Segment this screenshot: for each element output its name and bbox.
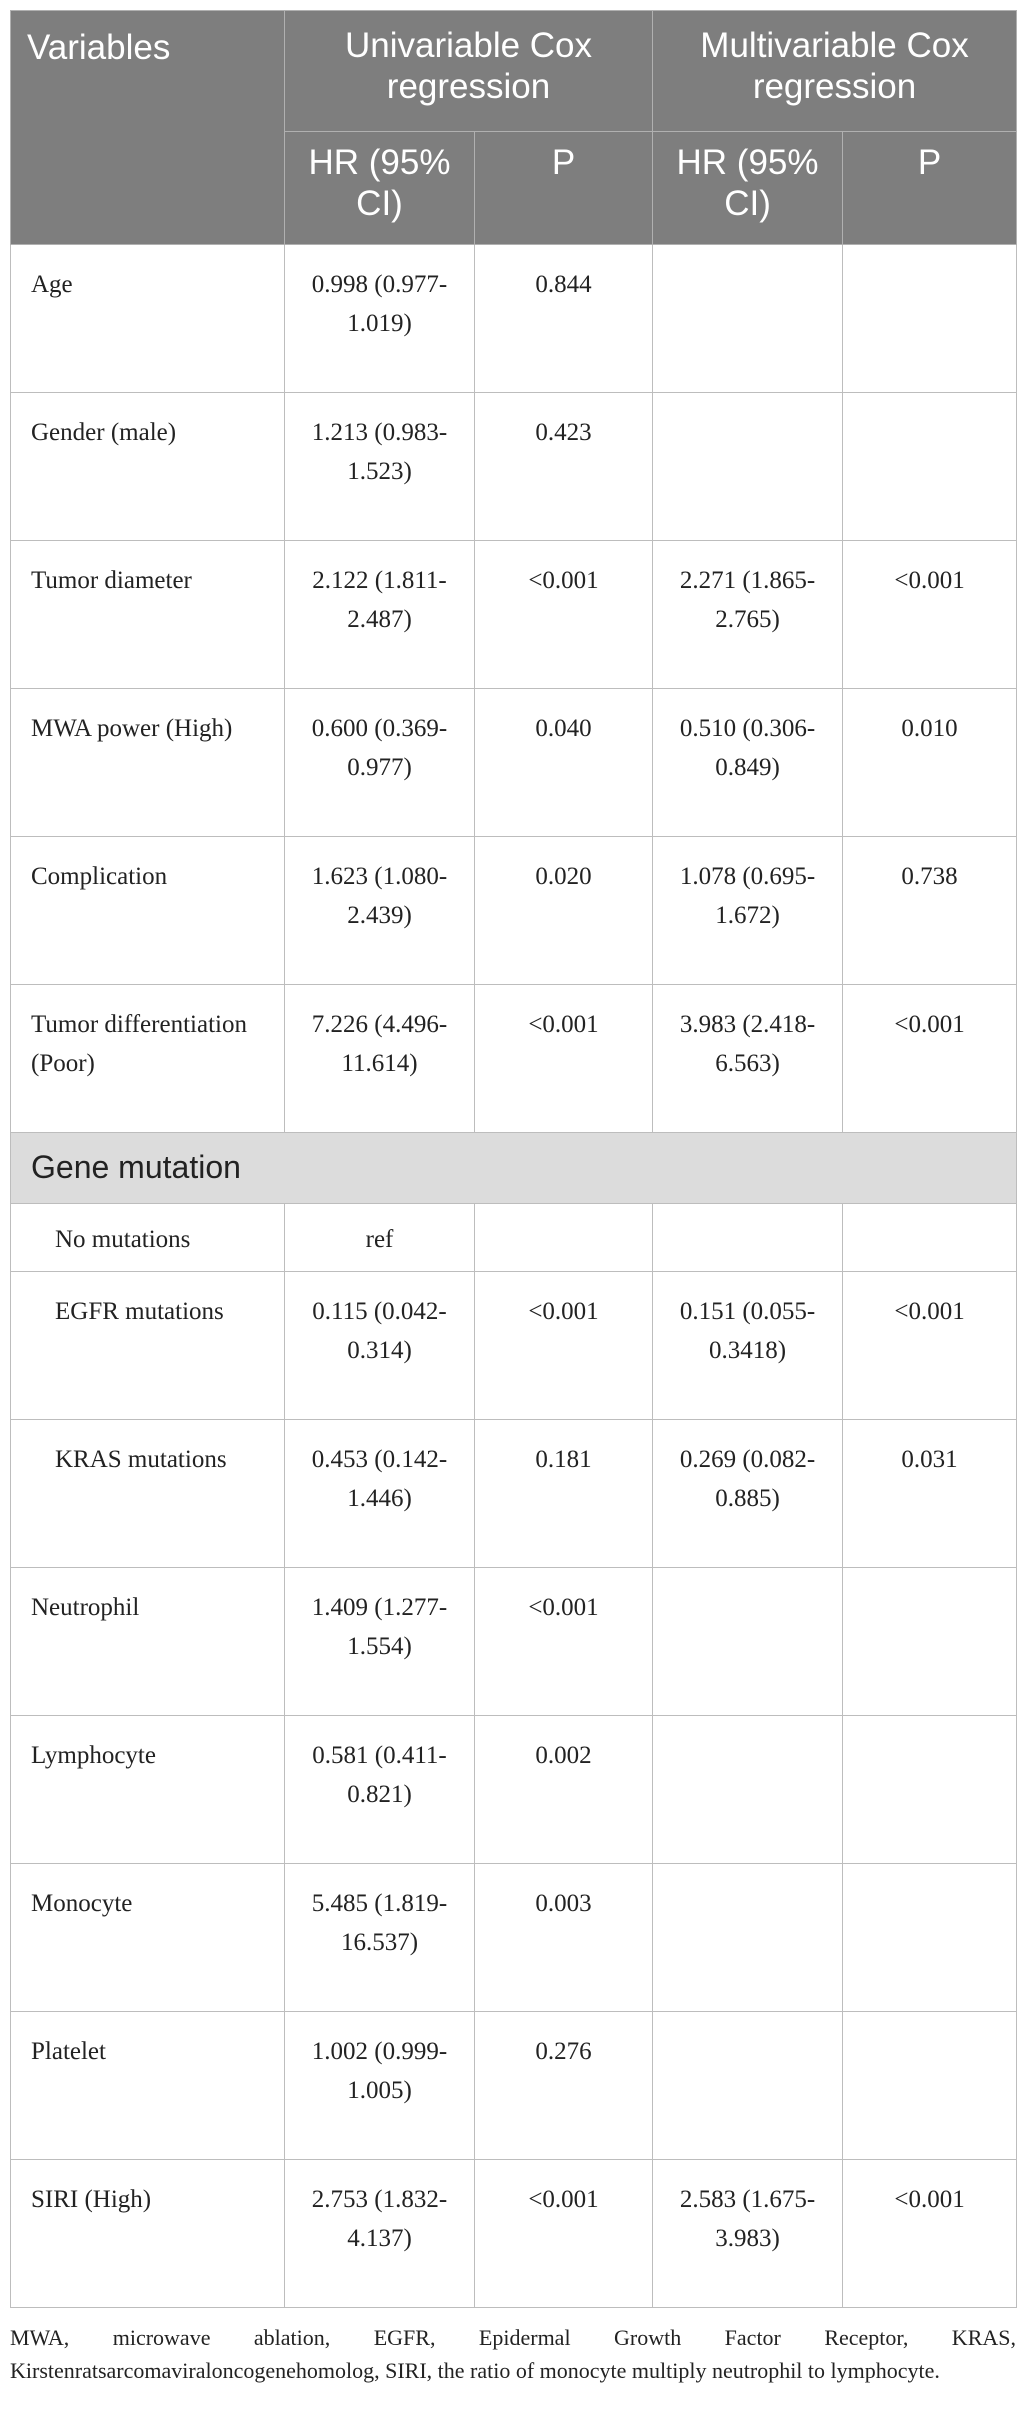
cell-variable: Monocyte	[11, 1864, 285, 2012]
cell-uni-hr: 0.115 (0.042-0.314)	[285, 1272, 475, 1420]
cell-uni-hr: 0.453 (0.142-1.446)	[285, 1420, 475, 1568]
cell-multi-p	[843, 1568, 1017, 1716]
cell-uni-p: <0.001	[475, 541, 653, 689]
table-row	[11, 985, 1017, 1133]
table-row	[11, 837, 1017, 985]
cell-multi-hr: 2.583 (1.675-3.983)	[653, 2160, 843, 2308]
cell-multi-hr	[653, 1204, 843, 1272]
header-univariable: Univariable Cox regression	[285, 11, 653, 132]
cell-uni-p: <0.001	[475, 1272, 653, 1420]
cell-uni-hr: 0.998 (0.977-1.019)	[285, 245, 475, 393]
cell-multi-hr	[653, 245, 843, 393]
cell-multi-p	[843, 1204, 1017, 1272]
cell-uni-hr: 0.600 (0.369-0.977)	[285, 689, 475, 837]
cell-uni-hr: 0.581 (0.411-0.821)	[285, 1716, 475, 1864]
cell-uni-hr: ref	[285, 1204, 475, 1272]
cell-uni-p: 0.020	[475, 837, 653, 985]
cell-uni-hr: 2.753 (1.832-4.137)	[285, 2160, 475, 2308]
cell-multi-hr: 0.510 (0.306-0.849)	[653, 689, 843, 837]
cell-uni-p: 0.423	[475, 393, 653, 541]
cell-multi-hr	[653, 1716, 843, 1864]
table-row	[11, 1420, 1017, 1568]
cell-multi-p	[843, 1716, 1017, 1864]
cell-multi-hr: 2.271 (1.865-2.765)	[653, 541, 843, 689]
cell-uni-p: 0.002	[475, 1716, 653, 1864]
cell-multi-hr	[653, 1568, 843, 1716]
table-row	[11, 1204, 1017, 1272]
cell-multi-p	[843, 393, 1017, 541]
cell-multi-p: 0.031	[843, 1420, 1017, 1568]
cell-uni-hr: 1.002 (0.999-1.005)	[285, 2012, 475, 2160]
cell-multi-p: <0.001	[843, 985, 1017, 1133]
table-row	[11, 541, 1017, 689]
cell-uni-hr: 1.623 (1.080-2.439)	[285, 837, 475, 985]
cell-variable: KRAS mutations	[11, 1420, 285, 1568]
cell-variable: Age	[11, 245, 285, 393]
cell-multi-p: 0.010	[843, 689, 1017, 837]
cell-multi-p	[843, 1864, 1017, 2012]
header-variables: Variables	[11, 11, 285, 245]
cell-multi-hr: 3.983 (2.418-6.563)	[653, 985, 843, 1133]
cell-multi-hr	[653, 393, 843, 541]
table-row	[11, 1568, 1017, 1716]
section-label: Gene mutation	[11, 1133, 1017, 1204]
cell-variable: Lymphocyte	[11, 1716, 285, 1864]
cell-multi-hr	[653, 1864, 843, 2012]
table-footnote: MWA, microwave ablation, EGFR, Epidermal Growth Factor Receptor, KRAS, Kirstenratsarcomaviraloncogenehomolog, SIRI, the ratio of monocyte multiply neutrophil to lymphocyte.	[10, 2325, 1016, 2383]
cell-multi-hr: 0.151 (0.055-0.3418)	[653, 1272, 843, 1420]
cell-uni-hr: 1.213 (0.983-1.523)	[285, 393, 475, 541]
table-row	[11, 2160, 1017, 2308]
table-row	[11, 245, 1017, 393]
section-row-gene-mutation	[11, 1133, 1017, 1204]
header-row-top	[11, 11, 1017, 132]
cell-uni-hr: 7.226 (4.496-11.614)	[285, 985, 475, 1133]
cell-uni-p: 0.844	[475, 245, 653, 393]
cell-variable: Tumor diameter	[11, 541, 285, 689]
cell-multi-p: <0.001	[843, 2160, 1017, 2308]
header-uni-hr: HR (95% CI)	[285, 132, 475, 245]
cell-uni-p	[475, 1204, 653, 1272]
cell-multi-p	[843, 245, 1017, 393]
header-multi-hr: HR (95% CI)	[653, 132, 843, 245]
cell-uni-p: 0.040	[475, 689, 653, 837]
table-row	[11, 1272, 1017, 1420]
table-row	[11, 1716, 1017, 1864]
cell-multi-p: <0.001	[843, 541, 1017, 689]
cell-variable: SIRI (High)	[11, 2160, 285, 2308]
cell-uni-hr: 5.485 (1.819-16.537)	[285, 1864, 475, 2012]
cell-multi-hr: 1.078 (0.695-1.672)	[653, 837, 843, 985]
header-uni-p: P	[475, 132, 653, 245]
cell-uni-hr: 1.409 (1.277-1.554)	[285, 1568, 475, 1716]
table-row	[11, 2012, 1017, 2160]
table-row	[11, 1864, 1017, 2012]
cell-uni-p: <0.001	[475, 1568, 653, 1716]
cell-uni-hr: 2.122 (1.811-2.487)	[285, 541, 475, 689]
table-container	[10, 10, 1016, 2308]
cell-uni-p: 0.181	[475, 1420, 653, 1568]
cell-variable: EGFR mutations	[11, 1272, 285, 1420]
cell-variable: Platelet	[11, 2012, 285, 2160]
cell-multi-hr: 0.269 (0.082-0.885)	[653, 1420, 843, 1568]
table-row	[11, 393, 1017, 541]
cell-uni-p: 0.276	[475, 2012, 653, 2160]
cox-regression-table	[10, 10, 1017, 2308]
cell-variable: MWA power (High)	[11, 689, 285, 837]
cell-multi-hr	[653, 2012, 843, 2160]
cell-variable: Tumor differentiation (Poor)	[11, 985, 285, 1133]
cell-multi-p	[843, 2012, 1017, 2160]
cell-multi-p: 0.738	[843, 837, 1017, 985]
cell-variable: Neutrophil	[11, 1568, 285, 1716]
cell-variable: Gender (male)	[11, 393, 285, 541]
cell-variable: Complication	[11, 837, 285, 985]
cell-multi-p: <0.001	[843, 1272, 1017, 1420]
header-multivariable: Multivariable Cox regression	[653, 11, 1017, 132]
table-row	[11, 689, 1017, 837]
cell-uni-p: <0.001	[475, 2160, 653, 2308]
header-multi-p: P	[843, 132, 1017, 245]
cell-uni-p: 0.003	[475, 1864, 653, 2012]
cell-variable: No mutations	[11, 1204, 285, 1272]
cell-uni-p: <0.001	[475, 985, 653, 1133]
